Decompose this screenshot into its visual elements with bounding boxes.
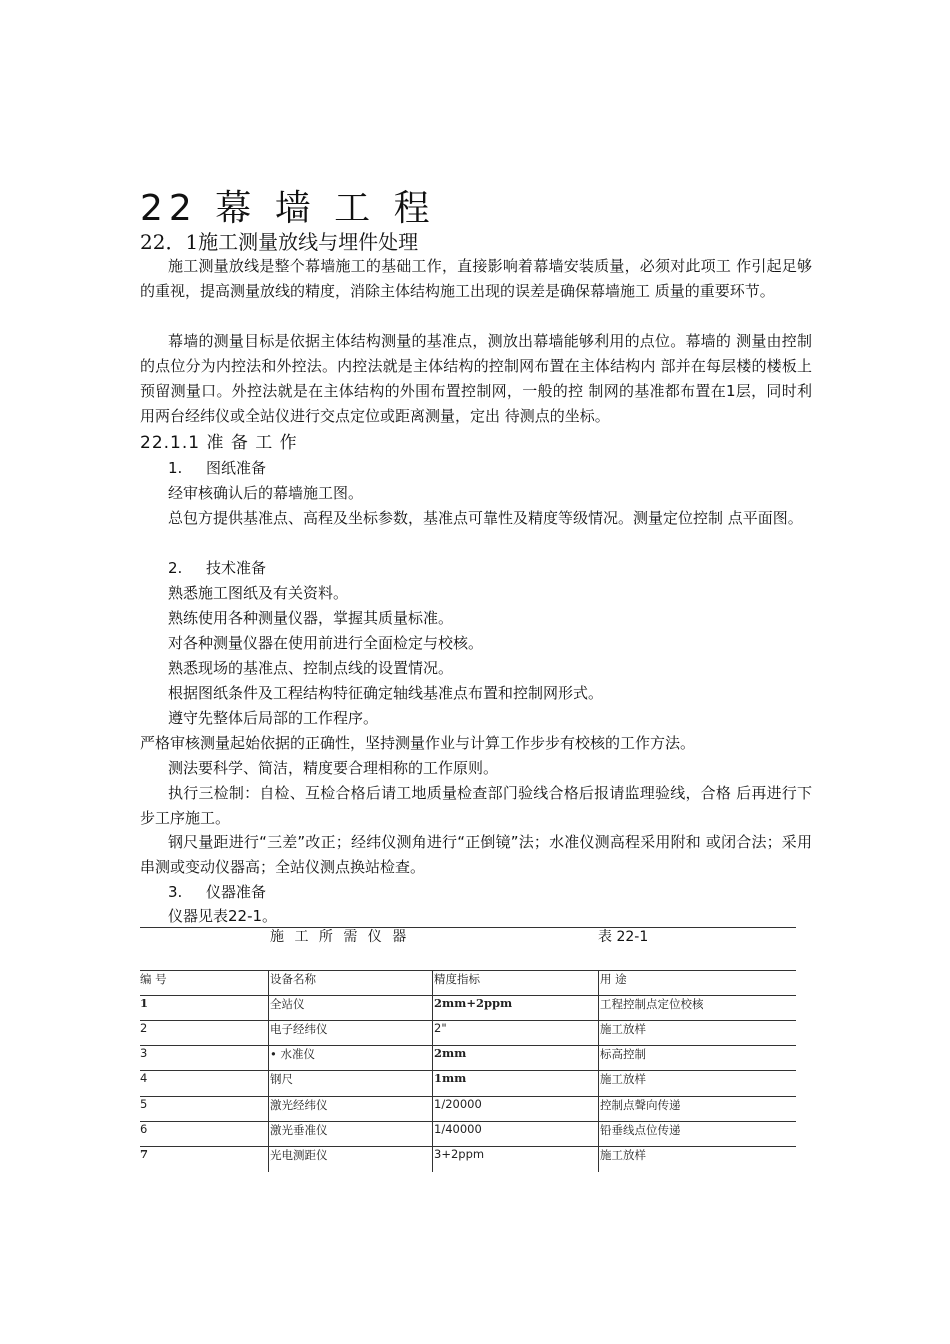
text-line: 经审核确认后的幕墙施工图。 xyxy=(168,484,364,502)
paragraph-correction: 钢尺量距进行“三差”改正；经纬仪测角进行“正倒镜”法；水准仪测高程采用附和 或闭合法；采用串测或变动仪器高；全站仪测点换站检查。 xyxy=(140,833,812,876)
table-rule xyxy=(140,1070,796,1071)
list-item-heading xyxy=(168,880,266,905)
cell-number: 6 xyxy=(140,1122,148,1136)
text-line: 熟练使用各种测量仪器，掌握其质量标准。 xyxy=(168,609,454,627)
table-rule xyxy=(140,1045,796,1046)
list-item-title: 仪器准备 xyxy=(206,883,267,901)
subsection-title: 22.1.1 准 备 工 作 xyxy=(140,433,298,453)
cell-number: 2 xyxy=(140,1021,148,1035)
cell-number: 7 xyxy=(140,1147,149,1161)
cell-number: 5 xyxy=(140,1097,148,1111)
cell-device: 光电测距仪 xyxy=(270,1148,328,1162)
cell-device: 钢尺 xyxy=(270,1072,293,1086)
list-number: 1. xyxy=(168,459,183,477)
cell-device: • 水准仪 xyxy=(270,1047,315,1061)
text-line: 仪器见表22-1。 xyxy=(168,907,278,925)
paragraph-measurement-target: 幕墙的测量目标是依据主体结构测量的基准点，测放出幕墙能够利用的点位。幕墙的 测量由控制的点位分为内控法和外控法。内控法就是主体结构的控制网布置在主体结构内 部并在每层楼的楼板上预留测量口。外控法就是在主体结构的外围布置控制网，一般的控 制网的基准都布置在1层，同时利用两台经纬仪或全站仪进行交点定位或距离测量，定出 待测点的坐标。 xyxy=(140,332,812,425)
table-top-rule xyxy=(140,927,796,928)
cell-usage: 施工放样 xyxy=(600,1072,646,1086)
cell-precision: 1mm xyxy=(434,1071,467,1085)
header-cell-precision: 精度指标 xyxy=(434,972,480,986)
cell-usage: 施工放样 xyxy=(600,1022,646,1036)
cell-precision: 3+2ppm xyxy=(434,1147,485,1161)
cell-number: 3 xyxy=(140,1046,148,1060)
column-divider xyxy=(432,970,433,1172)
cell-usage: 工程控制点定位校核 xyxy=(600,997,704,1011)
cell-number: 4 xyxy=(140,1071,148,1085)
section-title: 22．1施工测量放线与埋件处理 xyxy=(140,230,419,254)
table-number: 表 22-1 xyxy=(598,929,649,945)
cell-device: 激光经纬仪 xyxy=(270,1098,328,1112)
paragraph-inspection: 执行三检制：自检、互检合格后请工地质量检查部门验线合格后报请监理验线，合格 后再进行下步工序施工。 xyxy=(140,784,812,827)
cell-usage: 施工放样 xyxy=(600,1148,646,1162)
cell-usage: 控制点聲向传递 xyxy=(600,1098,681,1112)
cell-usage: 铅垂线点位传递 xyxy=(600,1123,681,1137)
cell-precision: 2mm+2ppm xyxy=(434,996,513,1010)
text-line: 严格审核测量起始依据的正确性，坚持测量作业与计算工作步步有校核的工作方法。 xyxy=(140,734,696,752)
paragraph-baseline: 总包方提供基准点、高程及坐标参数，基准点可靠性及精度等级情况。测量定位控制 点平面图。 xyxy=(168,509,803,527)
cell-precision: 2mm xyxy=(434,1046,467,1060)
column-divider xyxy=(268,970,269,1172)
column-divider xyxy=(598,970,599,1172)
cell-device: 全站仪 xyxy=(270,997,305,1011)
header-cell-number: 编 号 xyxy=(140,972,167,986)
text-line: 对各种测量仪器在使用前进行全面检定与校核。 xyxy=(168,634,484,652)
list-item-heading xyxy=(168,456,266,481)
text-line: 熟悉施工图纸及有关资料。 xyxy=(168,584,349,602)
cell-precision: 1/20000 xyxy=(434,1097,482,1111)
text-line: 熟悉现场的基准点、控制点线的设置情况。 xyxy=(168,659,454,677)
list-item-title: 技术准备 xyxy=(206,559,267,577)
cell-usage: 标高控制 xyxy=(600,1047,646,1061)
list-item-title: 图纸准备 xyxy=(206,459,267,477)
list-number: 2. xyxy=(168,559,183,577)
cell-device: 电子经纬仪 xyxy=(270,1022,328,1036)
header-cell-device: 设备名称 xyxy=(270,972,316,986)
chapter-title: 22 幕 墙 工 程 xyxy=(140,188,436,229)
table-caption: 施 工 所 需 仪 器 xyxy=(270,929,410,945)
text-line: 测法要科学、简洁，精度要合理相称的工作原则。 xyxy=(168,759,499,777)
cell-precision: 1/40000 xyxy=(434,1122,482,1136)
cell-device: 激光垂准仪 xyxy=(270,1123,328,1137)
list-item-heading xyxy=(168,556,266,581)
paragraph-intro: 施工测量放线是整个幕墙施工的基础工作，直接影响着幕墙安装质量，必须对此项工 作引起足够的重视，提高测量放线的精度，消除主体结构施工出现的误差是确保幕墙施工 质量的重要环节。 xyxy=(140,257,812,300)
cell-number: 1 xyxy=(140,996,149,1010)
cell-precision: 2" xyxy=(434,1021,447,1035)
text-line: 遵守先整体后局部的工作程序。 xyxy=(168,709,379,727)
table-rule xyxy=(140,1020,796,1021)
text-line: 根据图纸条件及工程结构特征确定轴线基准点布置和控制网形式。 xyxy=(168,684,604,702)
header-cell-usage: 用 途 xyxy=(600,972,627,986)
list-number: 3. xyxy=(168,883,183,901)
